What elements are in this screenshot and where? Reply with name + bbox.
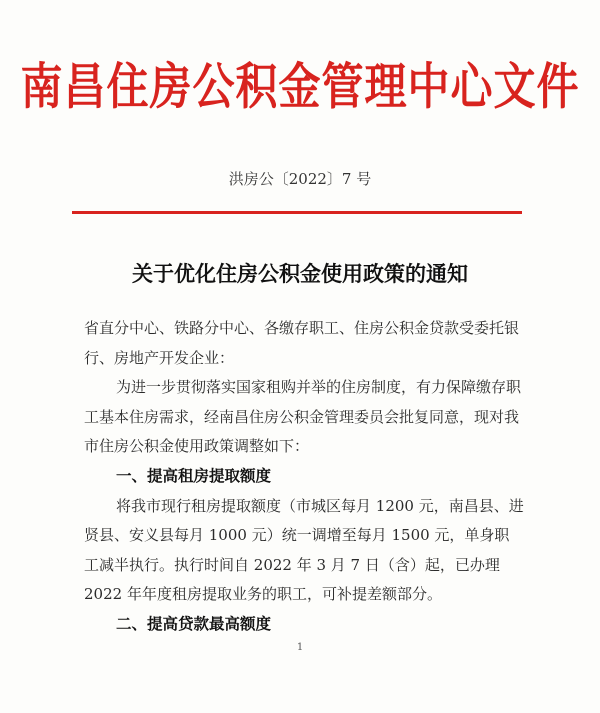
document-number: 洪房公〔2022〕7 号 xyxy=(228,170,372,188)
page-number: 1 xyxy=(296,642,304,653)
section-1-paragraph: 将我市现行租房提取额度（市城区每月 1200 元，南昌县、进贤县、安义县每月 1000 元）统一调增至每月 1500 元，单身职工减半执行。执行时间自 2022 年 3 月 7 日（含）起，已办理 2022 年年度租房提取业务的职工，可补提差额部分。 xyxy=(84,496,524,604)
red-divider xyxy=(72,211,522,214)
section-heading-2: 二、提高贷款最高额度 xyxy=(116,614,272,633)
section-heading-1: 一、提高租房提取额度 xyxy=(116,466,272,485)
intro-paragraph: 为进一步贯彻落实国家租购并举的住房制度，有力保障缴存职工基本住房需求，经南昌住房公积金管理委员会批复同意，现对我市住房公积金使用政策调整如下： xyxy=(84,378,522,456)
notice-title: 关于优化住房公积金使用政策的通知 xyxy=(132,262,468,286)
document-body xyxy=(84,314,524,640)
document-header-title: 南昌住房公积金管理中心文件 xyxy=(20,57,580,116)
recipients-paragraph: 省直分中心、铁路分中心、各缴存职工、住房公积金贷款受委托银行、房地产开发企业： xyxy=(84,319,520,367)
